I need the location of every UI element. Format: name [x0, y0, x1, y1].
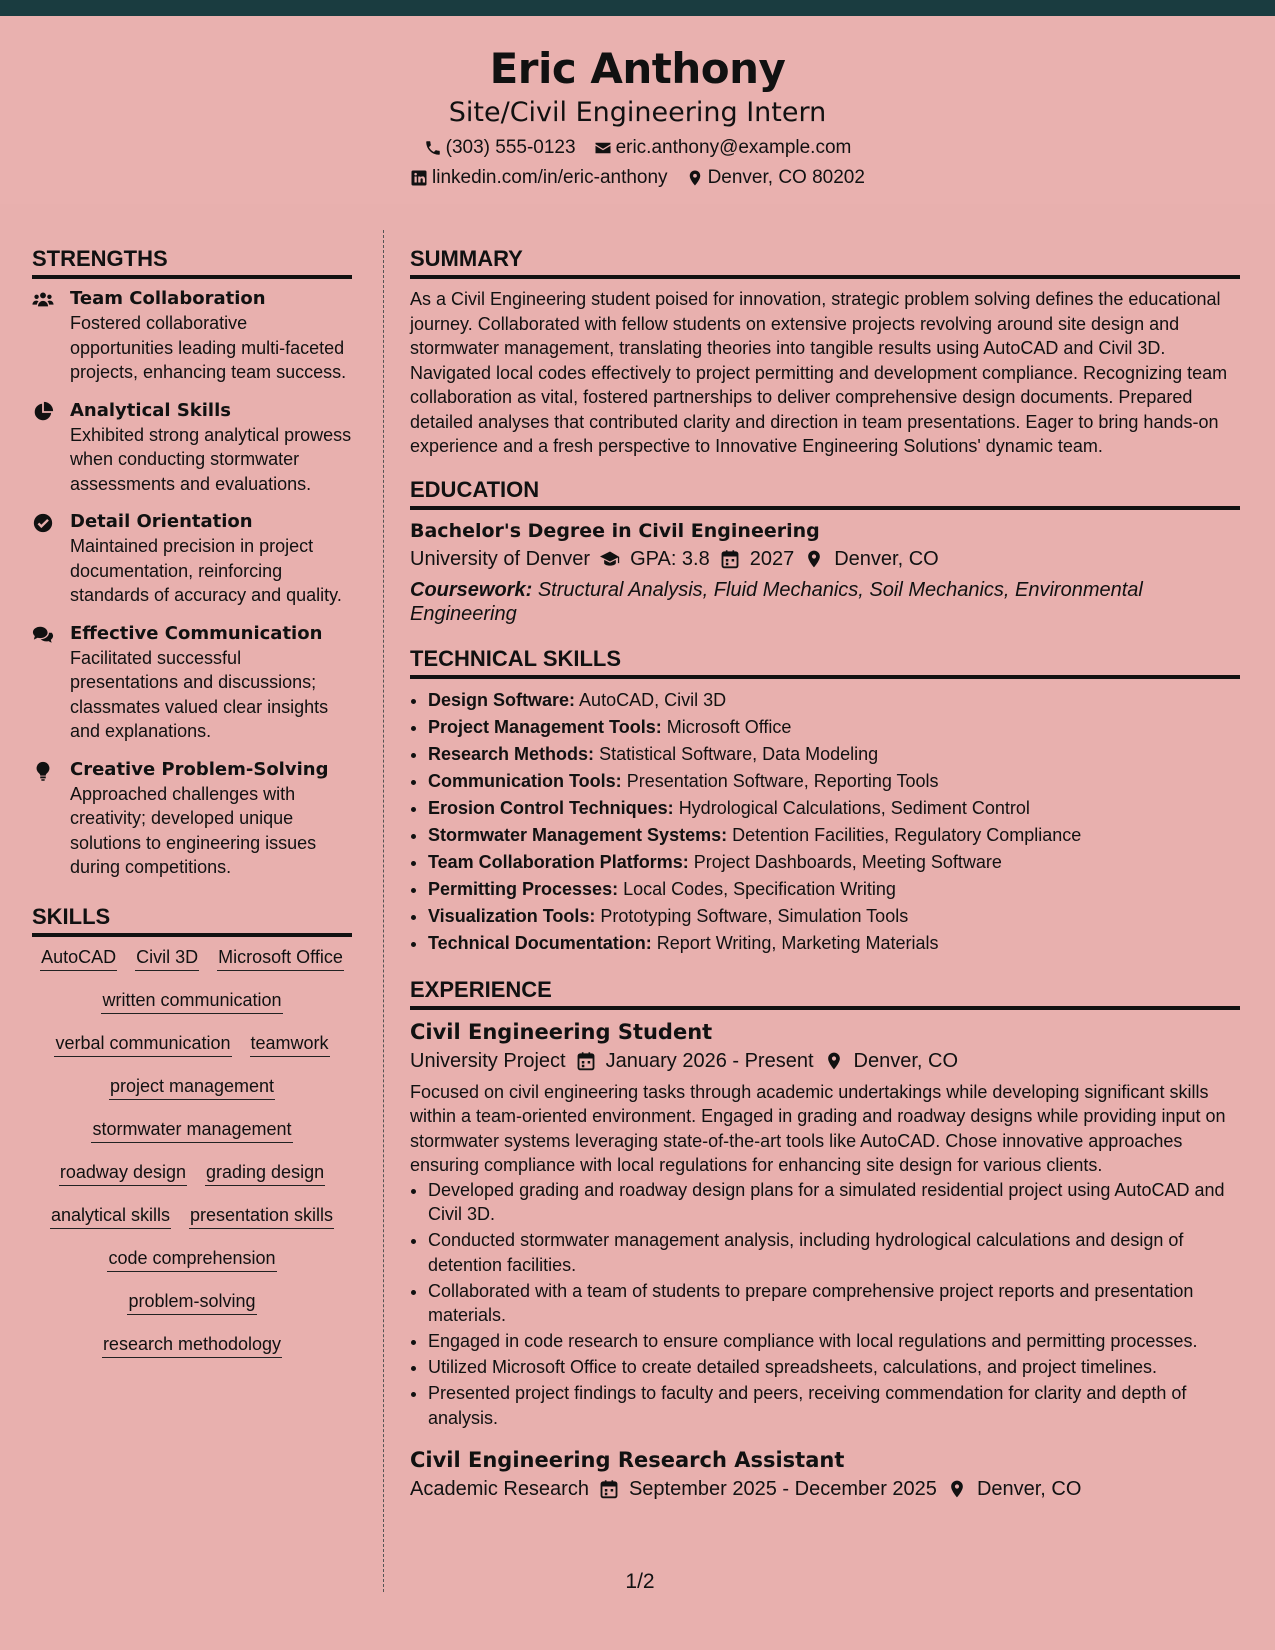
skill-row: [32, 1246, 352, 1272]
coursework: [410, 578, 1240, 626]
job-title: Civil Engineering Research Assistant: [410, 1448, 845, 1472]
candidate-name: Eric Anthony: [489, 44, 786, 93]
education-meta: [410, 544, 1240, 574]
job-meta: [410, 1046, 1240, 1076]
contact-row-2: [0, 166, 1275, 190]
strength-item: [32, 510, 352, 608]
summary-text: As a Civil Engineering student poised for innovation, strategic problem solving defines the educational journey. Collaborated with fellow students on extensive projects revolving around site design and stormwater management, translating theories into tangible results using AutoCAD and Civil 3D. Navigated local codes effectively to project permitting and development compliance. Recognizing team collaboration as vital, fostered partnerships to deliver comprehensive design documents. Prepared detailed analyses that contributed clarity and direction in team presentations. Eager to bring hands-on experience and a fresh perspective to Innovative Engineering Solutions' dynamic team.: [410, 289, 1228, 456]
job-description: Focused on civil engineering tasks through academic undertakings while developing significant skills within a team-oriented environment. Engaged in grading and roadway designs while providing input on stormwater systems leveraging state-of-the-art tools like AutoCAD. Chose innovative approaches ensuring compliance with local regulations for enhancing site design for various clients.: [410, 1081, 1226, 1175]
map-marker-icon: [947, 1479, 967, 1499]
tech-skill-value: Hydrological Calculations, Sediment Control: [678, 797, 1030, 818]
strength-item: [32, 399, 352, 497]
tech-skill-label: Visualization Tools:: [428, 905, 596, 926]
tech-skill-value: AutoCAD, Civil 3D: [579, 689, 727, 710]
strength-description: Maintained precision in project documentation, reinforcing standards of accuracy and quality.: [70, 536, 342, 605]
strength-title: Analytical Skills: [70, 399, 231, 421]
tech-skill-value: Presentation Software, Reporting Tools: [626, 770, 939, 791]
tech-skill-label: Project Management Tools:: [428, 716, 662, 737]
tech-skill-value: Project Dashboards, Meeting Software: [693, 851, 1002, 872]
strength-description: Exhibited strong analytical prowess when conducting stormwater assessments and evaluations.: [70, 424, 352, 494]
candidate-title: Site/Civil Engineering Intern: [448, 97, 827, 128]
skills-list: [32, 945, 352, 1358]
skills-heading: SKILLS: [32, 904, 352, 937]
calendar-icon: [599, 1479, 619, 1499]
experience-entry: [410, 1018, 1240, 1431]
location-contact: [686, 166, 865, 190]
calendar-icon: [720, 549, 740, 569]
skill-tag: verbal communication: [54, 1031, 231, 1057]
tech-skill-value: Microsoft Office: [666, 716, 792, 737]
linkedin-contact[interactable]: [410, 166, 668, 190]
list-item: • Utilized Microsoft Office to create detailed spreadsheets, calculations, and project timelines.: [428, 1355, 1240, 1380]
skill-row: [32, 1074, 352, 1100]
skill-tag: stormwater management: [91, 1117, 292, 1143]
left-column: [32, 246, 352, 1375]
skill-row: [32, 1203, 352, 1229]
email-text[interactable]: eric.anthony@example.com: [615, 137, 852, 158]
skill-tag: AutoCAD: [40, 945, 117, 971]
list-item: [428, 795, 1240, 822]
check-circle-icon: [32, 510, 70, 608]
skill-row: [32, 945, 352, 971]
strength-item: [32, 287, 352, 385]
strength-item: [32, 622, 352, 744]
contact-row-1: [0, 136, 1275, 160]
summary-heading: SUMMARY: [410, 246, 1240, 279]
job-meta: [410, 1474, 1240, 1504]
tech-skill-value: Statistical Software, Data Modeling: [599, 743, 879, 764]
list-item: [428, 903, 1240, 930]
skill-row: [32, 1289, 352, 1315]
skill-row: [32, 1332, 352, 1358]
tech-skill-label: Team Collaboration Platforms:: [428, 851, 689, 872]
school-name: University of Denver: [410, 547, 591, 570]
strength-title: Detail Orientation: [70, 511, 253, 532]
list-item: [428, 768, 1240, 795]
phone-contact: [424, 136, 576, 160]
list-item: [428, 822, 1240, 849]
list-item: [428, 876, 1240, 903]
skill-tag: code comprehension: [107, 1246, 276, 1272]
comments-icon: [32, 622, 70, 744]
tech-skill-label: Design Software:: [428, 689, 576, 710]
school-location: Denver, CO: [834, 547, 939, 570]
list-item: [428, 849, 1240, 876]
map-marker-icon: [686, 169, 704, 187]
email-contact[interactable]: [594, 136, 852, 160]
experience-heading: EXPERIENCE: [410, 977, 1240, 1010]
users-icon: [32, 287, 70, 385]
technical-skills-list: [410, 687, 1240, 957]
tech-skill-label: Stormwater Management Systems:: [428, 824, 728, 845]
phone-text: (303) 555-0123: [445, 137, 576, 158]
strength-description: Fostered collaborative opportunities leading multi-faceted projects, enhancing team success.: [70, 313, 347, 382]
skill-tag: research methodology: [102, 1332, 282, 1358]
list-item: • Conducted stormwater management analysis, including hydrological calculations and design of detention facilities.: [428, 1228, 1240, 1277]
list-item: • Engaged in code research to ensure compliance with local regulations and permitting processes.: [428, 1329, 1240, 1354]
job-organization: University Project: [410, 1049, 566, 1072]
resume-header: [0, 16, 1275, 204]
graduation-year: 2027: [749, 547, 795, 570]
pie-chart-icon: [32, 399, 70, 497]
tech-skill-value: Report Writing, Marketing Materials: [656, 932, 939, 953]
coursework-list: Structural Analysis, Fluid Mechanics, Soil Mechanics, Environmental Engineering: [410, 578, 1143, 625]
job-title: Civil Engineering Student: [410, 1019, 713, 1044]
skill-row: [32, 1031, 352, 1057]
job-location: Denver, CO: [976, 1478, 1082, 1500]
list-item: [428, 930, 1240, 957]
education-heading: EDUCATION: [410, 477, 1240, 510]
job-bullets: [410, 1178, 1240, 1431]
skill-tag: analytical skills: [50, 1203, 171, 1229]
tech-skill-value: Detention Facilities, Regulatory Compliance: [732, 824, 1082, 845]
tech-skill-value: Local Codes, Specification Writing: [623, 878, 896, 899]
linkedin-text[interactable]: linkedin.com/in/eric-anthony: [432, 167, 668, 188]
list-item: [428, 741, 1240, 768]
degree-title: Bachelor's Degree in Civil Engineering: [410, 519, 820, 542]
tech-skill-label: Research Methods:: [428, 743, 595, 764]
tech-skill-value: Prototyping Software, Simulation Tools: [600, 905, 909, 926]
job-dates: September 2025 - December 2025: [628, 1478, 937, 1500]
tech-skill-label: Communication Tools:: [428, 770, 622, 791]
skill-tag: project management: [109, 1074, 275, 1100]
technical-skills-heading: TECHNICAL SKILLS: [410, 646, 1240, 679]
page-number: 1/2: [625, 1570, 655, 1593]
skill-tag: Civil 3D: [135, 945, 199, 971]
job-organization: Academic Research: [410, 1478, 589, 1500]
strength-item: [32, 758, 352, 880]
skill-tag: grading design: [205, 1160, 325, 1186]
skill-tag: presentation skills: [189, 1203, 334, 1229]
skill-tag: teamwork: [250, 1031, 330, 1057]
skill-tag: problem-solving: [127, 1289, 256, 1315]
strength-description: Approached challenges with creativity; developed unique solutions to engineering issues during competitions.: [70, 783, 317, 877]
envelope-icon: [594, 139, 612, 157]
list-item: • Collaborated with a team of students to prepare comprehensive project reports and presentation materials.: [428, 1279, 1240, 1328]
experience-entry: [410, 1446, 1240, 1504]
job-location: Denver, CO: [853, 1049, 958, 1072]
skill-tag: Microsoft Office: [217, 945, 344, 971]
skill-row: [32, 1160, 352, 1186]
graduation-cap-icon: [600, 549, 620, 569]
tech-skill-label: Permitting Processes:: [428, 878, 619, 899]
tech-skill-label: Technical Documentation:: [428, 932, 652, 953]
skill-row: [32, 988, 352, 1014]
map-marker-icon: [824, 1051, 844, 1071]
top-accent-bar: [0, 0, 1275, 16]
right-column: [410, 246, 1240, 1520]
skill-tag: roadway design: [59, 1160, 187, 1186]
linkedin-icon: [410, 169, 428, 187]
column-divider: [383, 230, 384, 1592]
strength-title: Creative Problem-Solving: [70, 758, 329, 780]
list-item: [428, 714, 1240, 741]
job-dates: January 2026 - Present: [605, 1049, 814, 1072]
strength-title: Effective Communication: [70, 622, 323, 644]
coursework-label: Coursework:: [410, 578, 533, 601]
location-text: Denver, CO 80202: [707, 167, 865, 188]
lightbulb-icon: [32, 758, 70, 880]
phone-icon: [424, 139, 442, 157]
list-item: [428, 687, 1240, 714]
strength-description: Facilitated successful presentations and discussions; classmates valued clear insights and explanations.: [70, 647, 329, 741]
gpa-text: GPA: 3.8: [630, 547, 710, 570]
list-item: • Presented project findings to faculty and peers, receiving commendation for clarity and depth of analysis.: [428, 1381, 1240, 1430]
strength-title: Team Collaboration: [70, 288, 266, 309]
skill-tag: written communication: [101, 988, 282, 1014]
list-item: • Developed grading and roadway design plans for a simulated residential project using AutoCAD and Civil 3D.: [428, 1178, 1240, 1227]
tech-skill-label: Erosion Control Techniques:: [428, 797, 674, 818]
map-marker-icon: [804, 549, 824, 569]
calendar-icon: [576, 1051, 596, 1071]
strengths-heading: STRENGTHS: [32, 246, 352, 279]
skill-row: [32, 1117, 352, 1143]
